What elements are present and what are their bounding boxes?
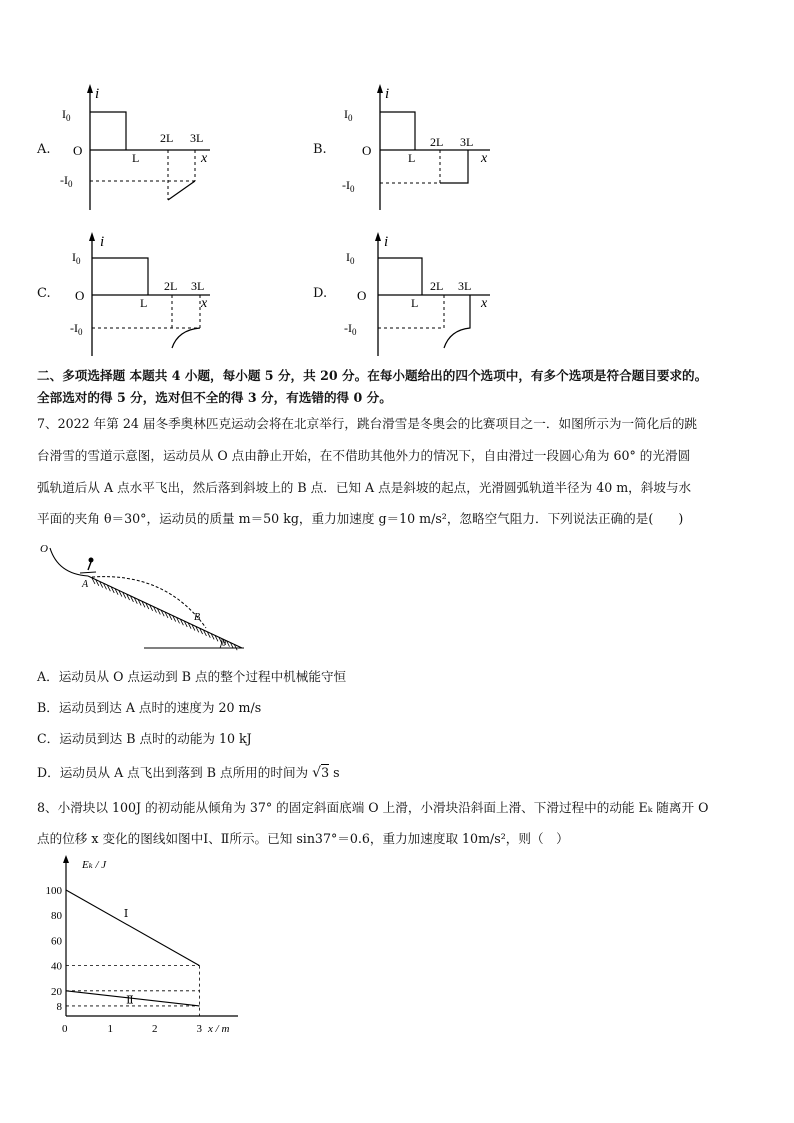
graph-A [30, 82, 210, 217]
svg-text:2L: 2L [160, 131, 174, 145]
q7-choice-c[interactable]: C．运动员到达 B 点时的动能为 10 kJ [37, 731, 252, 746]
x-axis-label: x [201, 151, 208, 166]
svg-text:i: i [100, 234, 105, 250]
svg-text:L: L [411, 296, 419, 310]
svg-text:O: O [40, 543, 48, 555]
x-tick-label: 3 [196, 1023, 202, 1035]
svg-text:3L: 3L [460, 135, 474, 149]
svg-text:B: B [194, 612, 201, 623]
option-letter: A. [37, 142, 51, 157]
ski-jump-figure [36, 540, 251, 655]
svg-text:A: A [82, 579, 89, 590]
q7-line3: 弧轨道后从 A 点水平飞出，然后落到斜坡上的 B 点．已知 A 点是斜坡的起点，光滑圆弧轨道半径为 40 m，斜坡与水 [37, 480, 692, 495]
y-axis-label: Eₖ / J [82, 859, 107, 871]
x-axis-label: x / m [208, 1023, 230, 1035]
svg-text:x: x [481, 151, 488, 166]
section2-line2: 全部选对的得 5 分，选对但不全的得 3 分，有选错的得 0 分。 [37, 390, 392, 405]
series-label-2: Ⅱ [126, 994, 134, 1007]
svg-text:L: L [132, 151, 140, 165]
sqrt-icon: √ [312, 765, 322, 781]
q8-line2: 点的位移 x 变化的图线如图中Ⅰ、Ⅱ所示。已知 sin37°＝0.6，重力加速度取 10m/s²，则（ ） [37, 831, 569, 846]
svg-text:3L: 3L [190, 131, 204, 145]
option-letter: D. [313, 286, 328, 301]
svg-text:-I0: $-I_0$ [342, 178, 355, 194]
svg-text:L: L [140, 296, 148, 310]
svg-text:O: O [73, 143, 83, 158]
y-tick-label: 40 [51, 960, 62, 973]
svg-text:x: x [481, 296, 488, 311]
graph-C [30, 228, 210, 363]
option-letter: C. [37, 286, 51, 301]
svg-text:-I0: $-I_0$ [60, 173, 73, 189]
q7-choice-b[interactable]: B．运动员到达 A 点时的速度为 20 m/s [37, 700, 262, 715]
svg-text:I0: $I_0$ [62, 107, 71, 123]
svg-text:3L: 3L [458, 279, 472, 293]
q7-choice-a[interactable]: A．运动员从 O 点运动到 B 点的整个过程中机械能守恒 [37, 669, 347, 684]
graph-C-svg [60, 228, 210, 363]
svg-text:3L: 3L [191, 279, 205, 293]
svg-text:2L: 2L [430, 135, 444, 149]
svg-text:i: i [384, 234, 389, 250]
y-axis-arrow [63, 855, 69, 863]
series-label-1: Ⅰ [123, 907, 129, 920]
series-line-1 [66, 890, 200, 966]
q7-line1: 7、2022 年第 24 届冬季奥林匹克运动会将在北京举行，跳台滑雪是冬奥会的比赛项目之一．如图所示为一简化后的跳 [37, 416, 698, 431]
graph-D [310, 228, 490, 363]
svg-text:2L: 2L [164, 279, 178, 293]
x-tick-label: 1 [107, 1023, 113, 1035]
q7-choice-d[interactable]: D．运动员从 A 点飞出到落到 B 点所用的时间为 √3 s [37, 765, 340, 781]
svg-text:I0: $I_0$ [72, 250, 81, 266]
q7-line2: 台滑雪的雪道示意图，运动员从 O 点由静止开始，在不借助其他外力的情况下，自由滑过一段圆心角为 60° 的光滑圆 [37, 448, 691, 463]
sqrt-radicand: 3 [321, 765, 330, 780]
skier-icon [80, 558, 96, 574]
svg-text:I0: $I_0$ [344, 107, 353, 123]
y-tick-label: 20 [51, 985, 62, 998]
ek-x-chart [40, 852, 255, 1037]
q7-line4: 平面的夹角 θ＝30°，运动员的质量 m＝50 kg，重力加速度 g＝10 m/s²，忽略空气阻力．下列说法正确的是( ) [37, 511, 684, 526]
graph-B [310, 82, 490, 217]
svg-text:-I0: $-I_0$ [344, 321, 357, 337]
q8-line1: 8、小滑块以 100J 的初动能从倾角为 37° 的固定斜面底端 O 上滑，小滑块沿斜面上滑、下滑过程中的动能 Eₖ 随离开 O [37, 800, 709, 815]
y-tick-label: 60 [51, 935, 62, 948]
y-tick-label: 80 [51, 910, 62, 923]
svg-text:O: O [357, 288, 367, 303]
svg-text:2L: 2L [430, 279, 444, 293]
graph-A-svg [60, 82, 210, 217]
svg-text:O: O [75, 288, 85, 303]
svg-text:I0: $I_0$ [346, 250, 355, 266]
graph-D-svg [340, 228, 490, 363]
option-letter: B. [313, 142, 327, 157]
graph-B-svg [340, 82, 490, 217]
svg-text:-I0: $-I_0$ [70, 321, 83, 337]
section2-line1: 二、多项选择题 本题共 4 小题，每小题 5 分，共 20 分。在每小题给出的四个选项中，有多个选项是符合题目要求的。 [37, 368, 708, 383]
svg-text:i: i [385, 86, 390, 102]
x-tick-label: 2 [152, 1023, 158, 1035]
svg-text:θ: θ [222, 639, 226, 648]
svg-text:O: O [362, 143, 372, 158]
svg-text:L: L [408, 151, 416, 165]
y-tick-label: 100 [45, 885, 62, 897]
svg-text:x: x [201, 296, 208, 311]
i-axis-label: i [95, 86, 100, 102]
y-tick-label: 8 [56, 1000, 62, 1013]
x-tick-label: 0 [62, 1023, 68, 1035]
